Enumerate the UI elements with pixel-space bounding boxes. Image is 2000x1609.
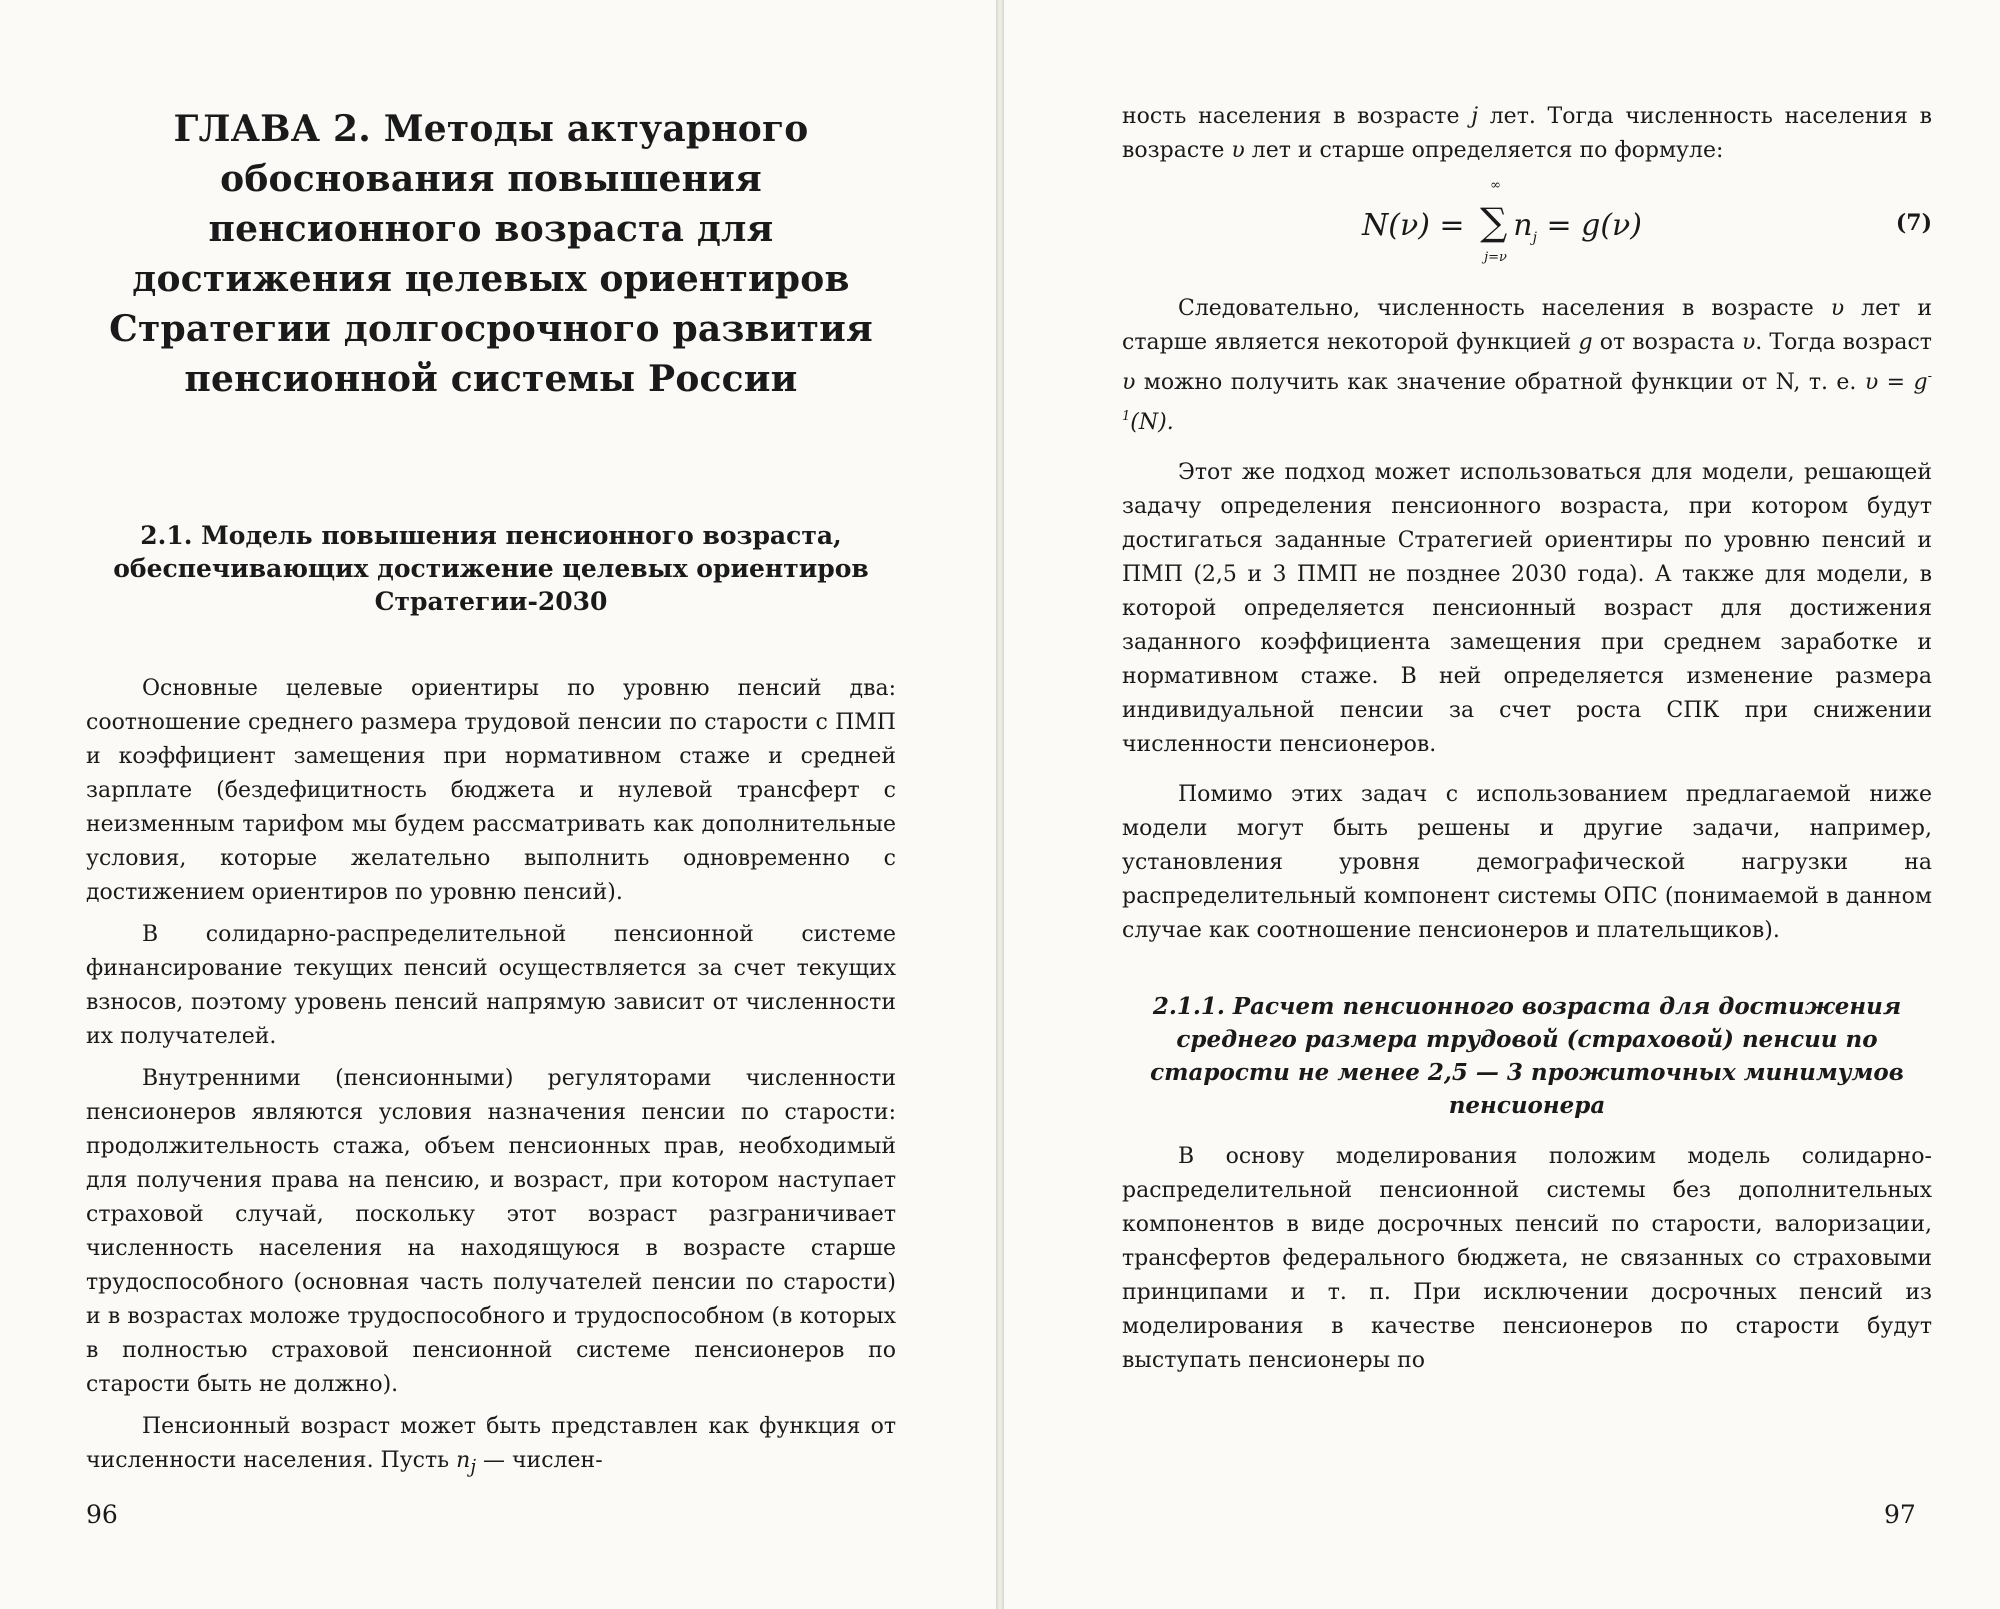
- text-run: лет и старше определяется по формуле:: [1244, 138, 1724, 163]
- formula-term: n: [1513, 208, 1533, 243]
- math-expression: (N).: [1130, 410, 1174, 435]
- paragraph: Помимо этих задач с использованием предлагаемой ниже модели могут быть решены и другие задачи, например, установления уровня демографической нагрузки на распределительный компонент системы ОПС (понимаемой в данном случае как соотношение пенсионеров и плательщиков).: [1122, 782, 1932, 943]
- text-run: . Тогда возраст: [1755, 330, 1932, 355]
- formula-rhs: = g(ν): [1536, 208, 1642, 243]
- formula-expression: [1362, 178, 1642, 265]
- paragraph: В солидарно-распределительной пенсионной системе финансирование текущих пенсий осуществляется за счет текущих взносов, поэтому уровень пенсий напрямую зависит от численности их получателей.: [86, 922, 896, 1049]
- text-run: от возраста: [1592, 330, 1742, 355]
- formula-term-subscript: j: [1532, 230, 1537, 246]
- chapter-title: ГЛАВА 2. Методы актуарного обоснования повышения пенсионного возраста для достижения целевых ориентиров Стратегии долгосрочного развития пенсионной системы России: [109, 108, 873, 400]
- formula-number: (7): [1895, 210, 1932, 236]
- page-number-right: 97: [1884, 1500, 1916, 1529]
- paragraph: Основные целевые ориентиры по уровню пенсий два: соотношение среднего размера трудовой пенсии по старости с ПМП и коэффициент замещения при нормативном стаже и средней зарплате (бездефицитность бюджета и нулевой трансферт с неизменным тарифом мы будем рассматривать как дополнительные условия, которые желательно выполнить одновременно с достижением ориентиров по уровню пенсий).: [86, 676, 896, 905]
- math-variable: υ: [1231, 138, 1245, 163]
- paragraph: Внутренними (пенсионными) регуляторами численности пенсионеров являются условия назначения пенсии по старости: продолжительность стажа, объем пенсионных прав, необходимый для получения права на пенсию, и возраст, при котором наступает страховой случай, поскольку этот возраст разграничивает численность населения на находящуюся в возрасте старше трудоспособного (основная часть получателей пенсии по старости) и в возрастах моложе трудоспособного и трудоспособном (в которых в полностью страховой пенсионной системе пенсионеров по старости быть не должно).: [86, 1066, 896, 1397]
- paragraph: В основу моделирования положим модель солидарно-распределительной пенсионной системы без дополнительных компонентов в виде досрочных пенсий по старости, валоризации, трансфертов федерального бюджета, не связанных со страховыми принципами и т. п. При исключении досрочных пенсий из моделирования в качестве пенсионеров по старости будут выступать пенсионеры по: [1122, 1144, 1932, 1373]
- math-superscript: -1: [1122, 369, 1932, 424]
- text-run: лет и старше является некоторой функцией: [1122, 296, 1932, 355]
- text-run: Следовательно, численность населения в возрасте: [1178, 296, 1831, 321]
- paragraph: Этот же подход может использоваться для модели, решающей задачу определения пенсионного возраста, при котором будут достигаться заданные Стратегией ориентиры по уровню пенсий и ПМП (2,5 и 3 ПМП не позднее 2030 года). А также для модели, в которой определяется пенсионный возраст для достижения заданного коэффициента замещения при среднем заработке и нормативном стаже. В ней определяется изменение размера индивидуальной пенсии за счет роста СПК при снижении численности пенсионеров.: [1122, 460, 1932, 757]
- paragraph-text: Пенсионный возраст может быть представлен как функция от численности населения. Пусть: [86, 1414, 896, 1473]
- paragraph: [1122, 292, 1932, 440]
- text-run: можно получить как значение обратной функции от N, т. е.: [1135, 370, 1865, 395]
- section-title: 2.1. Модель повышения пенсионного возраста, обеспечивающих достижение целевых ориентиров Стратегии-2030: [113, 521, 869, 616]
- math-variable: j: [1471, 104, 1479, 129]
- sum-lower-limit: j=ν: [1484, 250, 1507, 265]
- book-gutter: [996, 0, 1004, 1609]
- left-page: [0, 0, 996, 1609]
- math-variable: υ: [1830, 296, 1845, 321]
- sum-upper-limit: ∞: [1490, 178, 1501, 193]
- summation-symbol: [1480, 178, 1508, 265]
- text-run: лет. Тогда численность населения в возрасте: [1122, 104, 1932, 163]
- paragraph-tail: — числен-: [476, 1448, 603, 1473]
- left-text-column: [86, 0, 896, 1484]
- formula-lhs: N(ν) =: [1362, 208, 1475, 243]
- continued-paragraph: [1122, 100, 1932, 168]
- right-text-column: [1122, 0, 1932, 1378]
- right-page: [1004, 0, 2000, 1609]
- math-expression: υ = g: [1864, 370, 1928, 395]
- text-run: ность населения в возрасте: [1122, 104, 1472, 129]
- subsection-title: 2.1.1. Расчет пенсионного возраста для достижения среднего размера трудовой (страховой) пенсии по старости не менее 2,5 — 3 прожиточных минимумов пенсионера: [1150, 993, 1904, 1119]
- math-variable: n: [456, 1448, 471, 1473]
- math-variable: υ: [1741, 330, 1756, 355]
- math-variable: g: [1578, 330, 1593, 355]
- formula-block: [1122, 174, 1932, 292]
- page-number-left: 96: [86, 1500, 118, 1529]
- math-variable: υ: [1122, 370, 1136, 395]
- paragraph-last: [86, 1410, 896, 1484]
- sum-sign: ∑: [1480, 200, 1508, 244]
- math-subscript: j: [470, 1456, 477, 1478]
